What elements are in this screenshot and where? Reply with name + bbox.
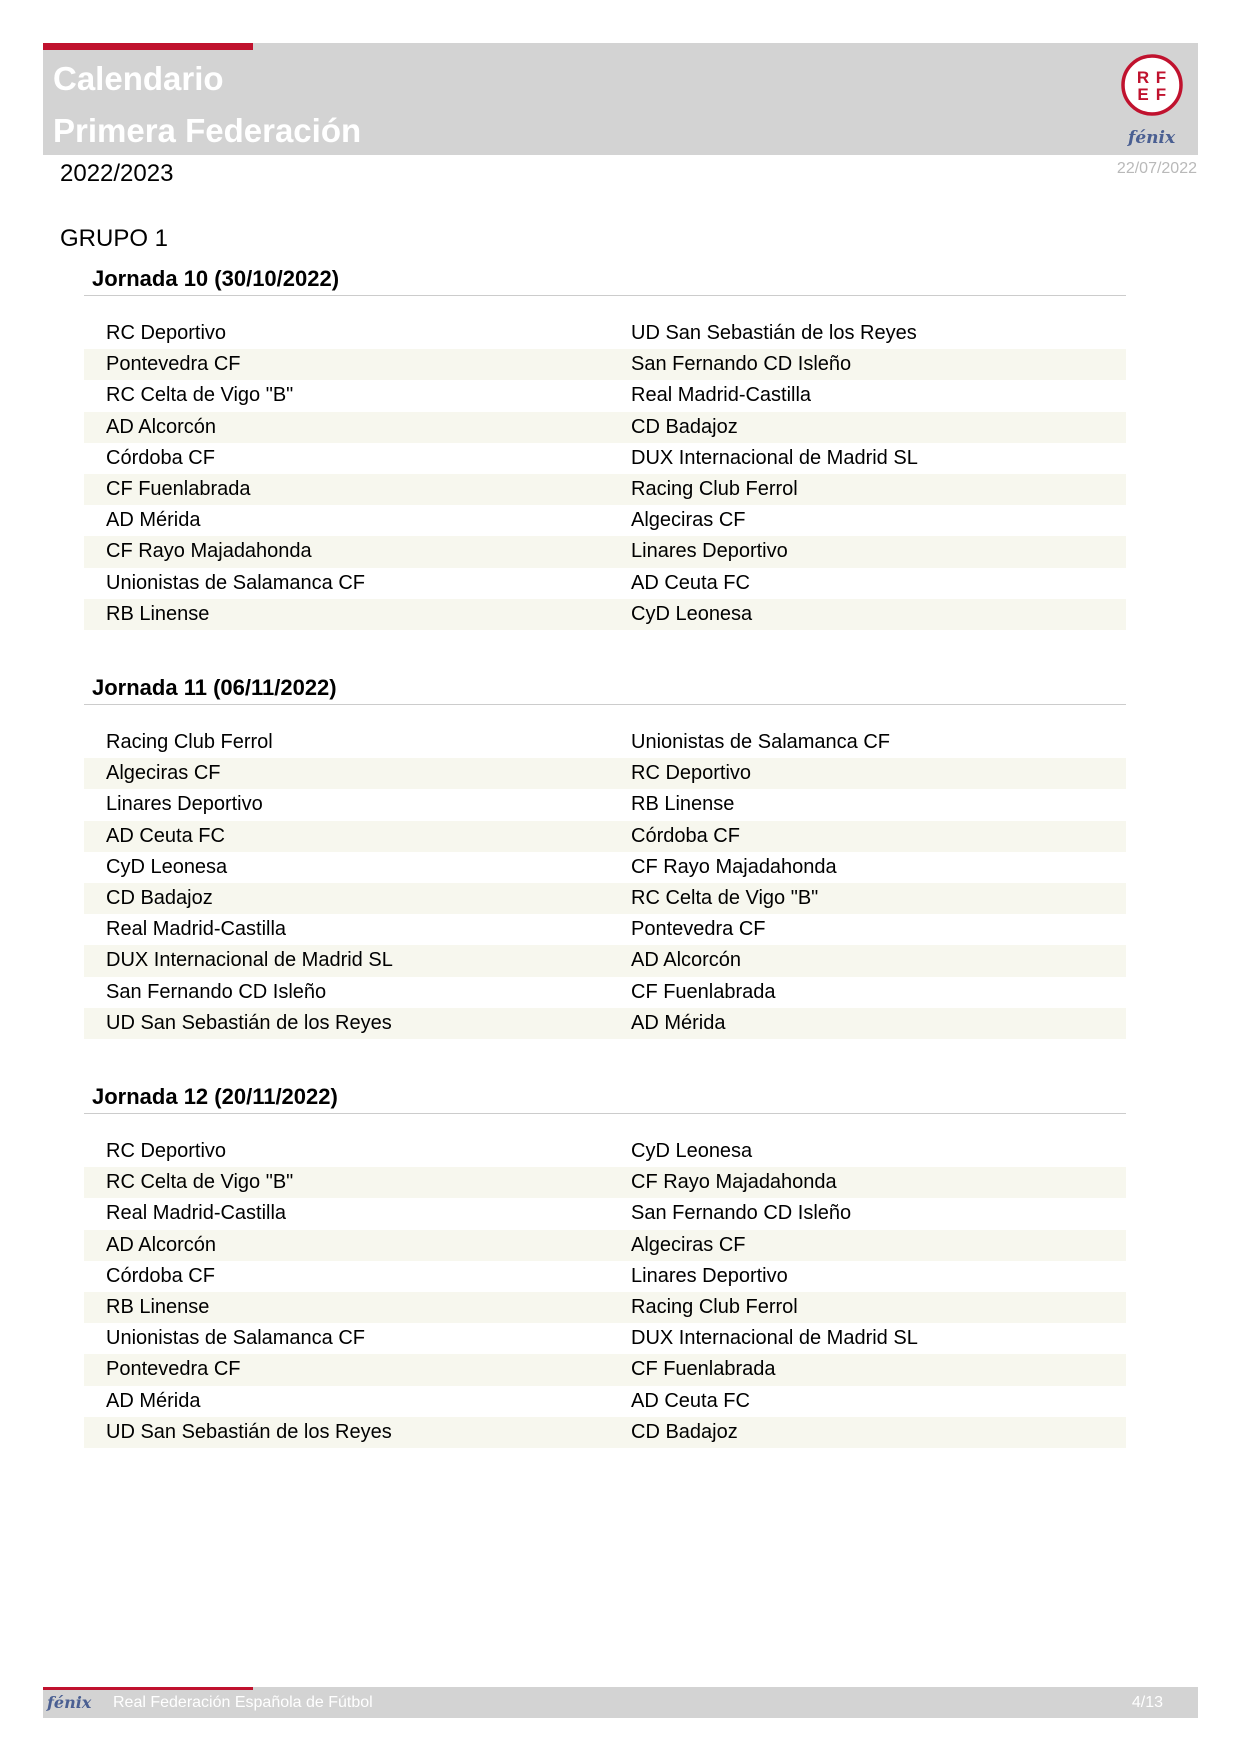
home-team: Real Madrid-Castilla	[106, 918, 287, 941]
home-team: Pontevedra CF	[106, 353, 241, 376]
match-row	[84, 945, 1126, 976]
home-team: Real Madrid-Castilla	[106, 1202, 287, 1225]
home-team: San Fernando CD Isleño	[106, 980, 327, 1003]
home-team: RC Celta de Vigo "B"	[106, 1171, 294, 1194]
match-row	[84, 349, 1126, 380]
match-row	[84, 1230, 1126, 1261]
away-team: Unionistas de Salamanca CF	[631, 731, 891, 754]
away-team: DUX Internacional de Madrid SL	[631, 1327, 918, 1350]
match-row	[84, 821, 1126, 852]
season-label: 2022/2023	[60, 160, 174, 187]
round-title: Jornada 11 (06/11/2022)	[84, 671, 1126, 705]
away-team: Racing Club Ferrol	[631, 478, 798, 501]
match-list	[84, 727, 1126, 1039]
away-team: AD Ceuta FC	[631, 571, 750, 594]
home-team: AD Mérida	[106, 1389, 201, 1412]
away-team: CD Badajoz	[631, 415, 738, 438]
logo-letter-r: R	[1136, 68, 1150, 87]
match-list	[84, 318, 1126, 630]
logo-letter-e: E	[1137, 85, 1149, 104]
away-team: CF Rayo Majadahonda	[631, 1171, 837, 1194]
away-team: Real Madrid-Castilla	[631, 384, 812, 407]
match-row	[84, 1323, 1126, 1354]
match-row	[84, 505, 1126, 536]
home-team: RC Deportivo	[106, 1140, 227, 1163]
home-team: RB Linense	[106, 602, 210, 625]
away-team: UD San Sebastián de los Reyes	[631, 322, 917, 345]
round-11	[84, 671, 1126, 1039]
home-team: Algeciras CF	[106, 762, 221, 785]
round-title: Jornada 12 (20/11/2022)	[84, 1080, 1126, 1114]
match-row	[84, 412, 1126, 443]
home-team: DUX Internacional de Madrid SL	[106, 949, 393, 972]
match-row	[84, 852, 1126, 883]
page-title: Calendario	[53, 60, 224, 97]
away-team: AD Mérida	[631, 1011, 726, 1034]
logo-letter-f: F	[1155, 68, 1167, 87]
home-team: Racing Club Ferrol	[106, 731, 273, 754]
home-team: CF Fuenlabrada	[106, 478, 251, 501]
header-accent-bar	[43, 43, 253, 50]
away-team: CyD Leonesa	[631, 1140, 753, 1163]
fenix-brand-footer: fénix	[47, 1693, 92, 1712]
match-row	[84, 318, 1126, 349]
away-team: Racing Club Ferrol	[631, 1296, 798, 1319]
organization-name: Real Federación Española de Fútbol	[113, 1694, 373, 1711]
match-row	[84, 758, 1126, 789]
home-team: Córdoba CF	[106, 1264, 215, 1287]
publication-date: 22/07/2022	[1116, 160, 1197, 177]
match-row	[84, 1292, 1126, 1323]
away-team: CyD Leonesa	[631, 602, 753, 625]
match-row	[84, 474, 1126, 505]
round-12	[84, 1080, 1126, 1448]
home-team: CyD Leonesa	[106, 855, 228, 878]
match-row	[84, 1167, 1126, 1198]
match-row	[84, 977, 1126, 1008]
home-team: RB Linense	[106, 1296, 210, 1319]
match-list	[84, 1136, 1126, 1448]
away-team: CD Badajoz	[631, 1420, 738, 1443]
away-team: RC Deportivo	[631, 762, 752, 785]
away-team: Córdoba CF	[631, 824, 740, 847]
match-row	[84, 380, 1126, 411]
match-row	[84, 914, 1126, 945]
home-team: Unionistas de Salamanca CF	[106, 571, 366, 594]
rfef-logo	[1120, 53, 1184, 117]
match-row	[84, 1386, 1126, 1417]
round-10	[84, 262, 1126, 630]
away-team: San Fernando CD Isleño	[631, 1202, 852, 1225]
home-team: CF Rayo Majadahonda	[106, 540, 312, 563]
away-team: CF Fuenlabrada	[631, 980, 776, 1003]
page-number: 4/13	[1131, 1694, 1163, 1711]
match-row	[84, 883, 1126, 914]
match-row	[84, 568, 1126, 599]
home-team: Córdoba CF	[106, 446, 215, 469]
away-team: Linares Deportivo	[631, 1264, 788, 1287]
home-team: AD Alcorcón	[106, 1233, 217, 1256]
home-team: Pontevedra CF	[106, 1358, 241, 1381]
away-team: AD Alcorcón	[631, 949, 742, 972]
away-team: Algeciras CF	[631, 509, 746, 532]
away-team: RC Celta de Vigo "B"	[631, 887, 819, 910]
fenix-brand-header: fénix	[1128, 128, 1176, 148]
match-row	[84, 1198, 1126, 1229]
home-team: AD Ceuta FC	[106, 824, 225, 847]
logo-letter-f2: F	[1155, 85, 1167, 104]
away-team: DUX Internacional de Madrid SL	[631, 446, 918, 469]
match-row	[84, 443, 1126, 474]
match-row	[84, 1008, 1126, 1039]
match-row	[84, 1261, 1126, 1292]
home-team: CD Badajoz	[106, 887, 213, 910]
home-team: RC Deportivo	[106, 322, 227, 345]
away-team: RB Linense	[631, 793, 735, 816]
home-team: UD San Sebastián de los Reyes	[106, 1011, 392, 1034]
home-team: AD Alcorcón	[106, 415, 217, 438]
away-team: Linares Deportivo	[631, 540, 788, 563]
header-banner	[43, 43, 1198, 155]
away-team: CF Fuenlabrada	[631, 1358, 776, 1381]
home-team: UD San Sebastián de los Reyes	[106, 1420, 392, 1443]
match-row	[84, 1354, 1126, 1385]
home-team: AD Mérida	[106, 509, 201, 532]
match-row	[84, 1136, 1126, 1167]
round-title: Jornada 10 (30/10/2022)	[84, 262, 1126, 296]
away-team: San Fernando CD Isleño	[631, 353, 852, 376]
away-team: CF Rayo Majadahonda	[631, 855, 837, 878]
footer-accent-bar	[43, 1687, 253, 1690]
home-team: Unionistas de Salamanca CF	[106, 1327, 366, 1350]
match-row	[84, 1417, 1126, 1448]
match-row	[84, 727, 1126, 758]
match-row	[84, 599, 1126, 630]
away-team: Pontevedra CF	[631, 918, 766, 941]
home-team: RC Celta de Vigo "B"	[106, 384, 294, 407]
away-team: AD Ceuta FC	[631, 1389, 750, 1412]
away-team: Algeciras CF	[631, 1233, 746, 1256]
home-team: Linares Deportivo	[106, 793, 263, 816]
group-heading: GRUPO 1	[60, 225, 169, 252]
match-row	[84, 789, 1126, 820]
page-footer	[43, 1687, 1198, 1718]
match-row	[84, 536, 1126, 567]
page-subtitle: Primera Federación	[53, 112, 362, 149]
